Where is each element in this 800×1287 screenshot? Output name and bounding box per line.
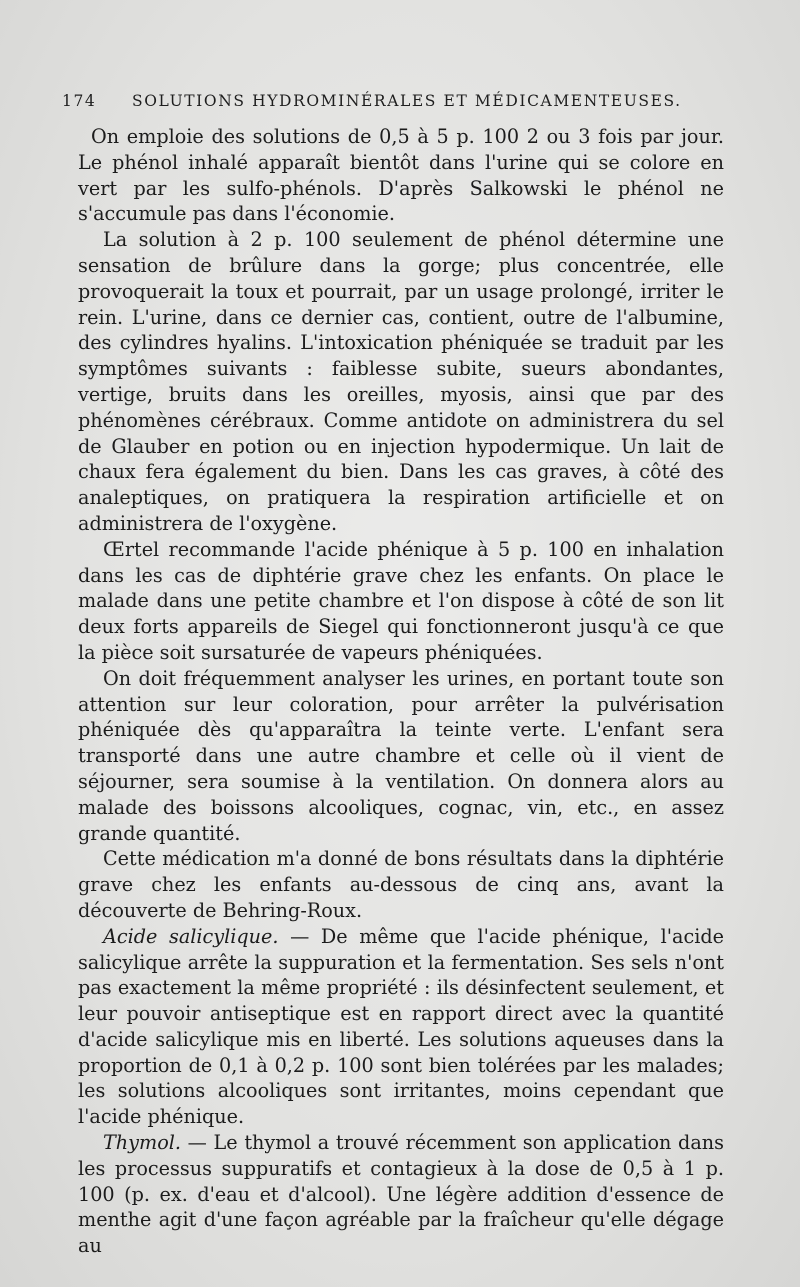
paragraph: Cette médication m'a donné de bons résultats dans la diphtérie grave chez les enfants au-dessous de cinq ans, avant la découverte de Behring-Roux. — [78, 847, 724, 922]
paragraph: On doit fréquemment analyser les urines, en portant toute son attention sur leur coloration, pour arrêter la pulvérisation phéniquée dès qu'apparaîtra la teinte verte. L'enfant sera transporté dans une autre chambre et celle où il vient de séjourner, sera soumise à la ventilation. On donnera alors au malade des boissons alcooliques, cognac, vin, etc., en assez grande quantité. — [78, 666, 724, 845]
paragraph-text: — Le thymol a trouvé récemment son application dans les processus suppuratifs et contagieux à la dose de 0,5 à 1 p. 100 (p. ex. d'eau et d'alcool). Une légère addition d'essence de menthe agit d'une façon agréable par la fraîcheur qu'elle dégage au — [78, 1131, 724, 1258]
paragraph: On emploie des solutions de 0,5 à 5 p. 100 2 ou 3 fois par jour. Le phénol inhalé apparaît bientôt dans l'urine qui se colore en vert par les sulfo-phénols. D'après Salkowski le phénol ne s'accumule pas dans l'économie. — [78, 125, 724, 226]
section-heading-acide-salicylique: Acide salicylique. — [103, 924, 279, 948]
running-title: SOLUTIONS HYDROMINÉRALES ET MÉDICAMENTEUSES. — [132, 92, 682, 110]
body-text — [78, 124, 724, 1259]
running-header — [62, 92, 702, 110]
paragraph-text: — De même que l'acide phénique, l'acide salicylique arrête la suppuration et la fermentation. Ses sels n'ont pas exactement la même propriété : ils désinfectent seulement, et leur pouvoir antiseptique est en rapport direct avec la quantité d'acide salicylique mis en liberté. Les solutions aqueuses dans la proportion de 0,1 à 0,2 p. 100 sont bien tolérées par les malades; les solutions alcooliques sont irritantes, moins cependant que l'acide phénique. — [78, 924, 724, 1129]
paragraph — [78, 1130, 724, 1259]
paragraph — [78, 924, 724, 1130]
paragraph: La solution à 2 p. 100 seulement de phénol détermine une sensation de brûlure dans la gorge; plus concentrée, elle provoquerait la toux et pourrait, par un usage prolongé, irriter le rein. L'urine, dans ce dernier cas, contient, outre de l'albumine, des cylindres hyalins. L'intoxication phéniquée se traduit par les symptômes suivants : faiblesse subite, sueurs abondantes, vertige, bruits dans les oreilles, myosis, ainsi que par des phénomènes cérébraux. Comme antidote on administrera du sel de Glauber en potion ou en injection hypodermique. Un lait de chaux fera également du bien. Dans les cas graves, à côté des analeptiques, on pratiquera la respiration artificielle et on administrera de l'oxygène. — [78, 228, 724, 535]
page-number: 174 — [62, 92, 97, 110]
section-heading-thymol: Thymol. — [103, 1131, 181, 1155]
paragraph: Œrtel recommande l'acide phénique à 5 p. 100 en inhalation dans les cas de diphtérie grave chez les enfants. On place le malade dans une petite chambre et l'on dispose à côté de son lit deux forts appareils de Siegel qui fonctionneront jusqu'à ce que la pièce soit sursaturée de vapeurs phéniquées. — [78, 537, 724, 664]
